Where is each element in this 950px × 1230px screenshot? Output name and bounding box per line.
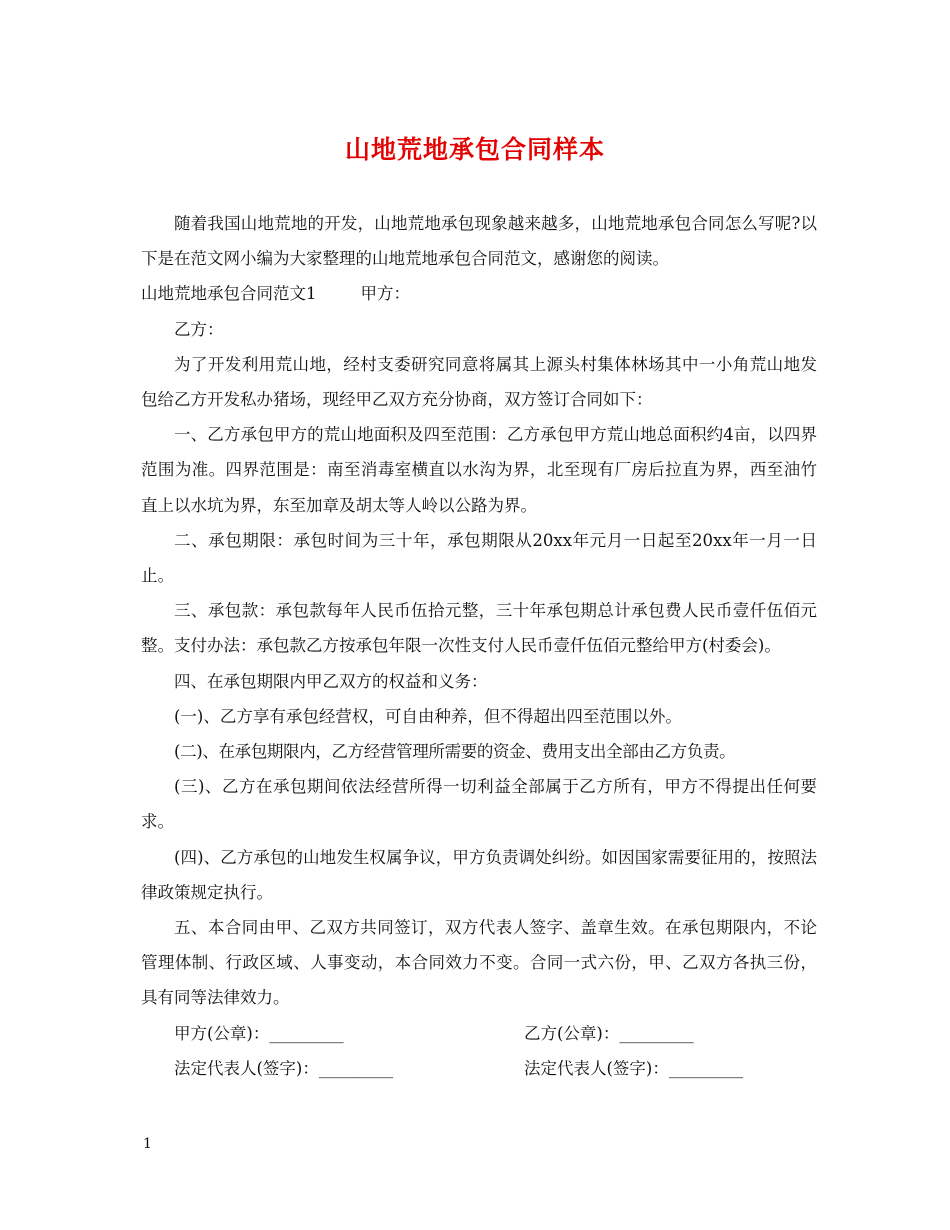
signature-row-representative — [141, 1051, 817, 1086]
party-a-label: 甲方： — [360, 284, 410, 304]
party-b-representative: 法定代表人(签字)：_________ — [524, 1058, 744, 1078]
clause-4-1: (一)、乙方享有承包经营权，可自由种养，但不得超出四至范围以外。 — [174, 706, 682, 726]
document-body — [141, 206, 817, 1086]
clause-3: 三、承包款：承包款每年人民币伍拾元整，三十年承包期总计承包费人民币壹仟伍佰元整。支付办法：承包款乙方按承包年限一次性支付人民币壹仟伍佰元整给甲方(村委会)。 — [141, 601, 817, 656]
page-number: 1 — [143, 1136, 152, 1152]
party-b-seal: 乙方(公章)：_________ — [524, 1023, 694, 1043]
clause-4-4: (四)、乙方承包的山地发生权属争议，甲方负责调处纠纷。如因国家需要征用的，按照法律政策规定执行。 — [141, 847, 817, 902]
signature-row-seal — [141, 1016, 817, 1051]
clause-5: 五、本合同由甲、乙双方共同签订，双方代表人签字、盖章生效。在承包期限内，不论管理体制、行政区域、人事变动，本合同效力不变。合同一式六份，甲、乙双方各执三份，具有同等法律效力。 — [141, 918, 817, 1008]
party-a-seal: 甲方(公章)：_________ — [174, 1023, 344, 1043]
sample-heading: 山地荒地承包合同范文1 — [141, 284, 317, 304]
party-b-label: 乙方： — [174, 319, 224, 339]
clause-1: 一、乙方承包甲方的荒山地面积及四至范围：乙方承包甲方荒山地总面积约4亩，以四界范围为准。四界范围是：南至消毒室横直以水沟为界，北至现有厂房后拉直为界，西至油竹直上以水坑为界，东至加章及胡太等人岭以公路为界。 — [141, 425, 817, 515]
clause-4-3: (三)、乙方在承包期间依法经营所得一切利益全部属于乙方所有，甲方不得提出任何要求。 — [141, 777, 817, 832]
preamble-paragraph: 为了开发利用荒山地，经村支委研究同意将属其上源头村集体林场其中一小角荒山地发包给乙方开发私办猪场，现经甲乙双方充分协商，双方签订合同如下： — [141, 354, 817, 410]
document-title: 山地荒地承包合同样本 — [344, 135, 605, 164]
sample-heading-line — [141, 276, 817, 311]
intro-paragraph: 随着我国山地荒地的开发，山地荒地承包现象越来越多，山地荒地承包合同怎么写呢?以下是在范文网小编为大家整理的山地荒地承包合同范文，感谢您的阅读。 — [141, 214, 817, 269]
clause-4: 四、在承包期限内甲乙双方的权益和义务： — [174, 671, 488, 691]
party-a-representative: 法定代表人(签字)：_________ — [174, 1058, 394, 1078]
clause-2: 二、承包期限：承包时间为三十年，承包期限从20xx年元月一日起至20xx年一月一日止。 — [141, 530, 817, 586]
clause-4-2: (二)、在承包期限内，乙方经营管理所需要的资金、费用支出全部由乙方负责。 — [174, 742, 736, 762]
